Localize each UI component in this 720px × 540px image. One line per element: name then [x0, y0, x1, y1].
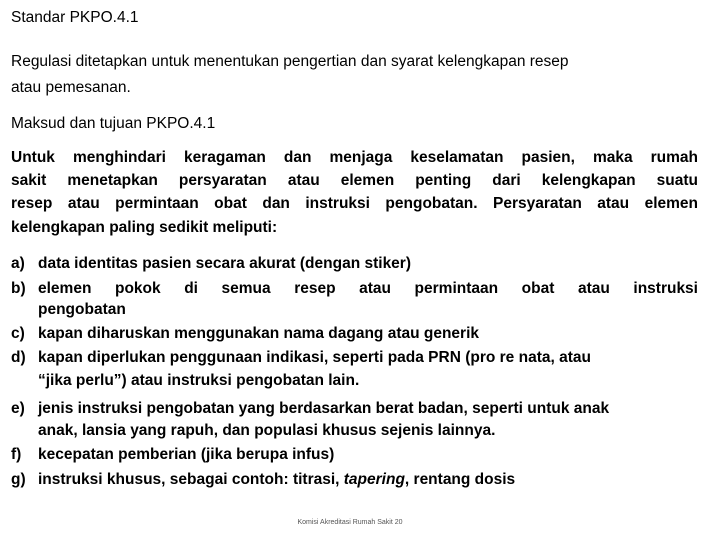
list-item-b-text-2: pengobatan: [38, 301, 126, 318]
list-item-label-d: d): [11, 349, 26, 366]
regulation-line-1: Regulasi ditetapkan untuk menentukan pengertian dan syarat kelengkapan resep: [11, 53, 569, 70]
list-item-f-text: kecepatan pemberian (jika berupa infus): [38, 446, 335, 463]
standard-title: Standar PKPO.4.1: [11, 9, 139, 26]
list-item-a-text: data identitas pasien secara akurat (dengan stiker): [38, 255, 411, 272]
purpose-line-3: resep atau permintaan obat dan instruksi pengobatan. Persyaratan atau elemen: [11, 195, 698, 212]
purpose-line-2: sakit menetapkan persyaratan atau elemen penting dari kelengkapan suatu: [11, 172, 698, 189]
footer-text: Komisi Akreditasi Rumah Sakit 20: [297, 519, 403, 526]
list-item-d-text-1: kapan diperlukan penggunaan indikasi, seperti pada PRN (pro re nata, atau: [38, 349, 591, 366]
list-item-label-b: b): [11, 280, 26, 297]
purpose-heading: Maksud dan tujuan PKPO.4.1: [11, 115, 216, 132]
purpose-line-1: Untuk menghindari keragaman dan menjaga keselamatan pasien, maka rumah: [11, 149, 698, 166]
list-item-g-italic-term: tapering: [343, 471, 405, 488]
list-item-g-text-part-3: , rentang dosis: [404, 471, 516, 488]
list-item-e-text-2: anak, lansia yang rapuh, dan populasi khusus sejenis lainnya.: [38, 422, 496, 439]
purpose-line-4: kelengkapan paling sedikit meliputi:: [11, 219, 278, 236]
list-item-b-text-1: elemen pokok di semua resep atau permintaan obat atau instruksi: [38, 280, 698, 297]
list-item-d-text-2: “jika perlu”) atau instruksi pengobatan lain.: [38, 372, 360, 389]
list-item-g-text: [38, 470, 515, 489]
list-item-label-e: e): [11, 400, 25, 417]
list-item-g-text-part-1: instruksi khusus, sebagai contoh: titrasi,: [38, 471, 344, 488]
list-item-label-g: g): [11, 471, 26, 488]
list-item-label-f: f): [11, 446, 22, 463]
regulation-line-2: atau pemesanan.: [11, 79, 131, 96]
list-item-c-text: kapan diharuskan menggunakan nama dagang atau generik: [38, 325, 480, 342]
list-item-e-text-1: jenis instruksi pengobatan yang berdasarkan berat badan, seperti untuk anak: [38, 400, 610, 417]
list-item-label-c: c): [11, 325, 25, 342]
list-item-label-a: a): [11, 255, 25, 272]
